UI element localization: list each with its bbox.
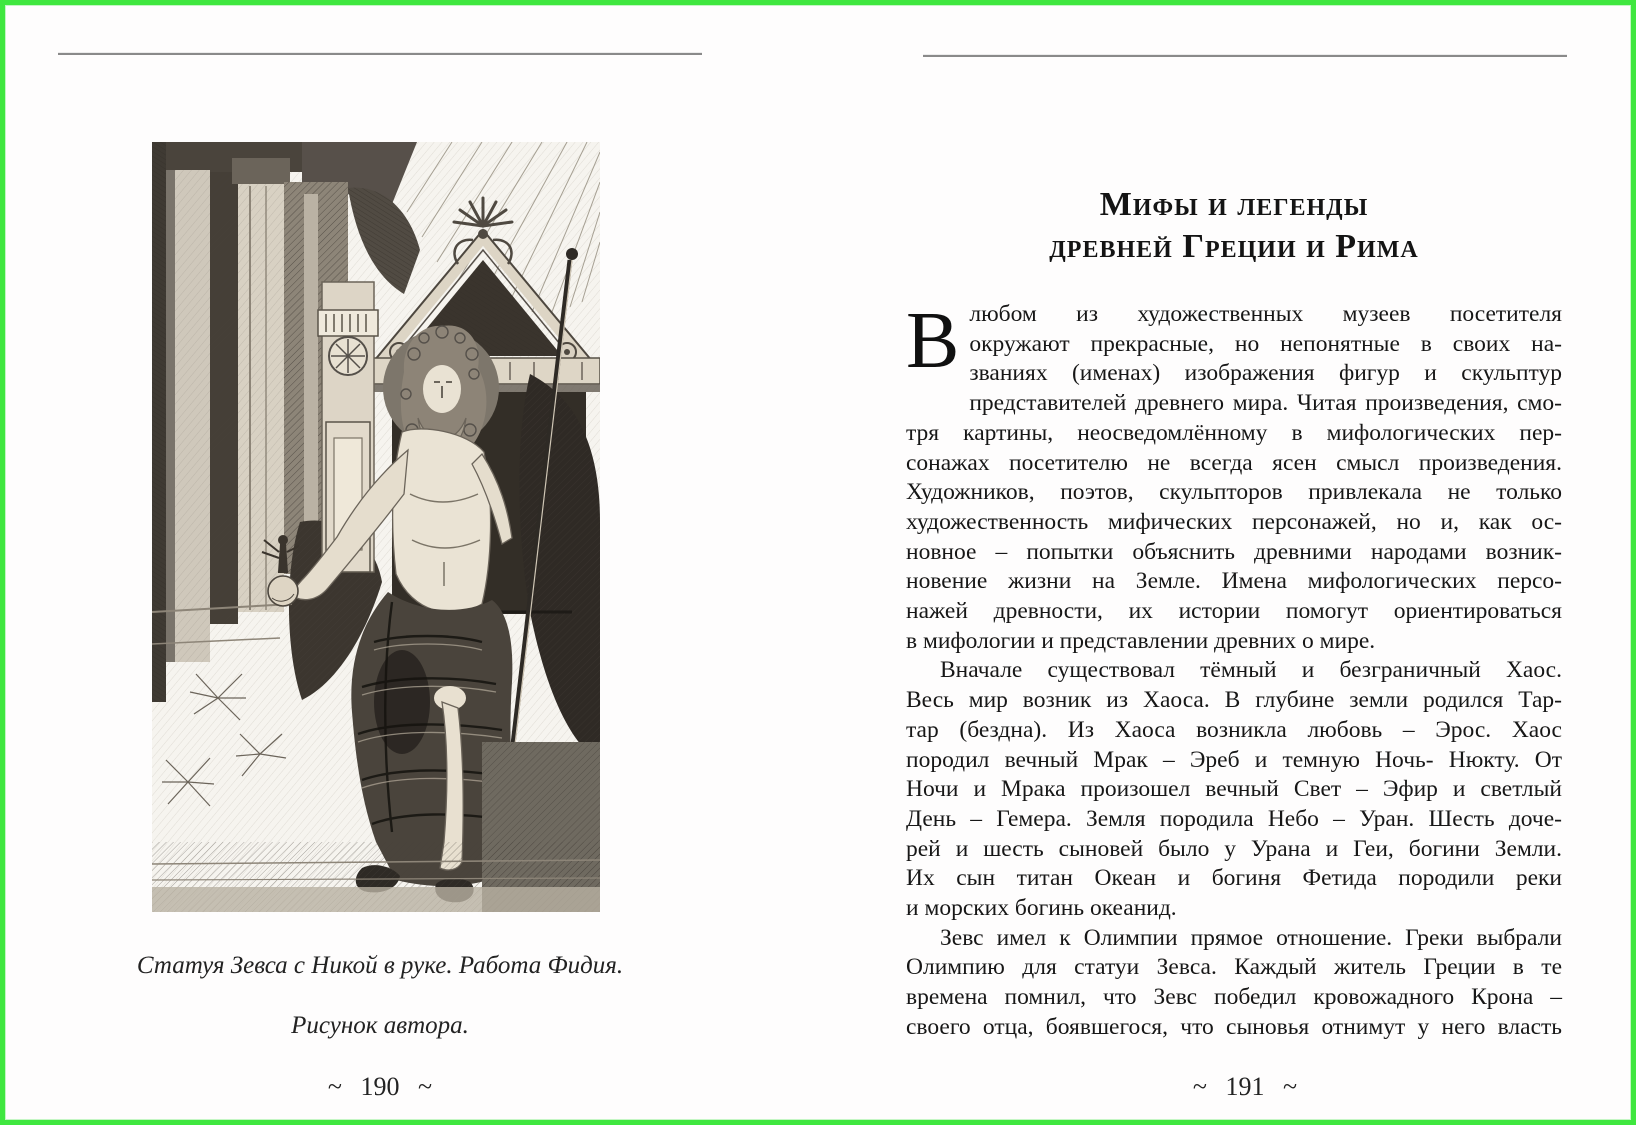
text-line: рей и шесть сыновей было у Урана и Геи, богини Земли. [906,835,1562,862]
text-line: Олимпию для статуи Зевса. Каждый житель Греции в те [906,954,1562,981]
text-line: тря картины, неосведомлённому в мифологических пер- [906,419,1562,446]
chapter-title-line2: древней Греции и Рима [1049,228,1419,265]
body-text [906,297,1562,1043]
paragraph-1 [906,297,1562,656]
text-line: времена помнил, что Зевс победил кровожадного Крона – [906,984,1562,1011]
text-line: представителей древнего мира. Читая произведения, смо- [969,390,1562,417]
header-rule-left [58,52,702,55]
illustration-caption: Статуя Зевса с Никой в руке. Работа Фидия. [136,952,624,979]
illustration-credit: Рисунок автора. [291,1012,469,1039]
header-rule-right [923,54,1567,57]
paragraph-2 [906,656,1562,923]
text-line: породил вечный Мрак – Эреб и темную Ночь- Нюкту. От [906,746,1562,773]
text-line: своего отца, боявшегося, что сыновья отнимут у него власть [906,1013,1562,1040]
text-line: Вначале существовал тёмный и безграничный Хаос. [940,657,1562,684]
text-line: Весь мир возник из Хаоса. В глубине земли родился Тар- [906,687,1562,714]
text-line: нажей древности, их истории помогут ориентироваться [906,598,1562,625]
text-line: художественность мифических персонажей, но и, как ос- [906,508,1562,535]
text-line: Ночи и Мрака произошел вечный Свет – Эфир и светлый [906,776,1562,803]
drop-cap: В [906,297,960,385]
text-line: и морских богинь океанид. [906,895,1177,922]
engraving-drawing [152,142,600,912]
chapter-title-line1: Мифы и легенды [1099,186,1369,223]
text-line: новение жизни на Земле. Имена мифологических персо- [906,568,1562,595]
text-line: День – Гемера. Земля породила Небо – Уран. Шесть доче- [906,805,1562,832]
text-line: окружают прекрасные, но непонятные в своих на- [969,330,1562,357]
page-number-right: ~ 191 ~ [1192,1072,1298,1101]
text-line: сонажах посетителю не всегда ясен смысл произведения. [906,449,1562,476]
paragraph-3 [906,924,1562,1043]
zeus-statue-illustration [152,142,600,912]
text-line: Их сын титан Океан и богиня Фетида породили реки [906,865,1562,892]
page-number-left: ~ 190 ~ [327,1072,433,1101]
text-line: новное – попытки объяснить древними народами возник- [906,538,1562,565]
text-line: Художников, поэтов, скульпторов привлекала не только [906,479,1562,506]
text-line: в мифологии и представлении древних о мире. [906,627,1376,654]
text-line: Зевс имел к Олимпии прямое отношение. Греки выбрали [940,924,1562,951]
text-line: званиях (именах) изображения фигур и скульптур [969,360,1562,387]
text-line: любом из художественных музеев посетителя [969,301,1562,327]
text-line: тар (бездна). Из Хаоса возникла любовь – Эрос. Хаос [906,716,1562,743]
chapter-title [906,184,1562,268]
